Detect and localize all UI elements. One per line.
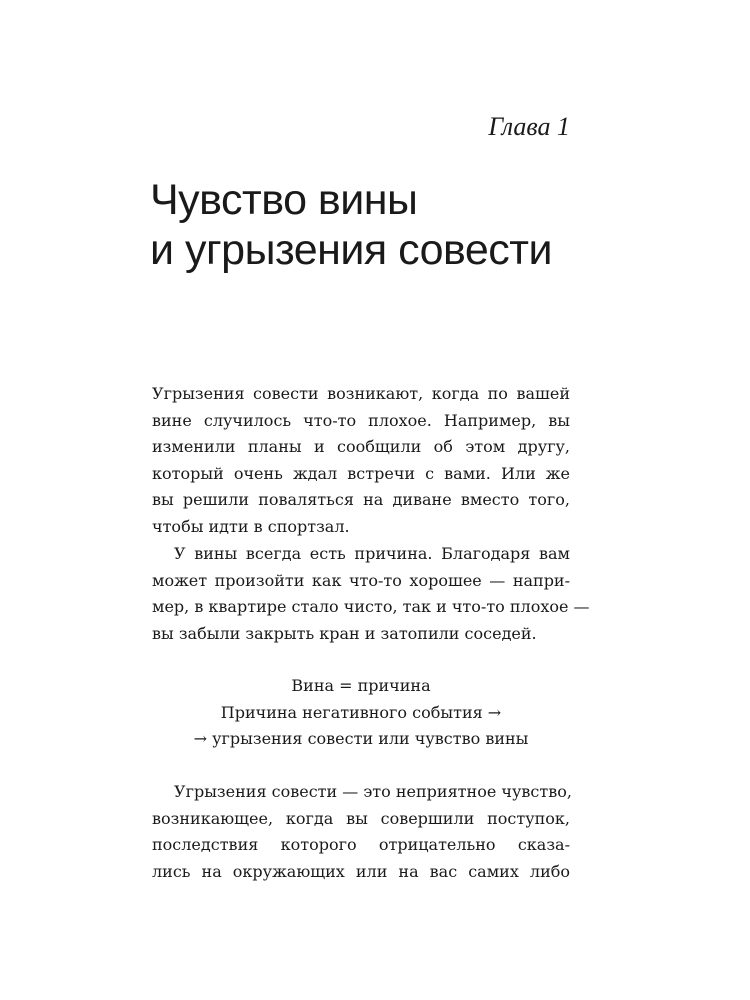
text-line: который очень ждал встречи с вами. Или же xyxy=(152,463,570,483)
formula-line: → угрызения совести или чувство вины xyxy=(193,729,529,748)
chapter-title-line: и угрызения совести xyxy=(150,226,553,274)
text-line: последствия которого отрицательно сказа- xyxy=(152,835,570,854)
paragraph-1 xyxy=(152,381,570,540)
chapter-title-line: Чувство вины xyxy=(150,176,418,224)
formula-block xyxy=(152,673,570,753)
text-line: возникающее, когда вы совершили поступок, xyxy=(152,808,570,828)
text-line: Угрызения совести возникают, когда по вашей xyxy=(152,384,570,403)
text-line: вы забыли закрыть кран и затопили соседей. xyxy=(152,623,537,643)
text-line: может произойти как что-то хорошее — напри- xyxy=(152,570,570,590)
text-line: чтобы идти в спортзал. xyxy=(152,516,350,536)
formula-line: Причина негативного события → xyxy=(220,702,502,722)
text-line: изменили планы и сообщили об этом другу, xyxy=(152,437,570,456)
text-line: Угрызения совести — это неприятное чувство, xyxy=(174,782,572,801)
text-line: лись на окружающих или на вас самих либо xyxy=(152,861,570,881)
chapter-label: Глава 1 xyxy=(488,112,570,141)
paragraph-2 xyxy=(152,541,590,647)
paragraph-3 xyxy=(152,779,570,885)
text-line: вине случилось что-то плохое. Например, вы xyxy=(152,410,570,430)
formula-line: Вина = причина xyxy=(291,676,431,695)
text-line: мер, в квартире стало чисто, так и что-то плохое — xyxy=(152,597,590,616)
chapter-title xyxy=(150,175,552,275)
text-line: вы решили поваляться на диване вместо того, xyxy=(152,490,570,509)
text-line: У вины всегда есть причина. Благодаря вам xyxy=(174,544,570,563)
